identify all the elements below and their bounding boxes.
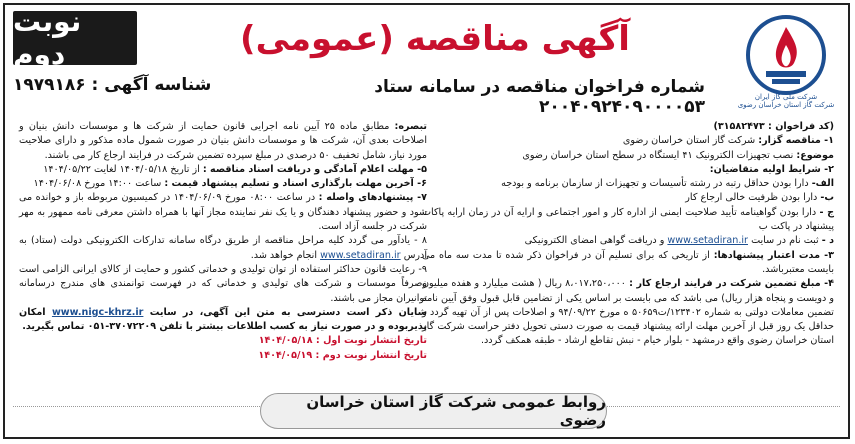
item-4-text: ۸،۰۱۷،۲۵۰،۰۰۰ ریال ( هشت میلیارد و هفده میلیون و دویست و پنجاه هزار ریال) می باشد که می بایست بر اساس یکی از تضامین قابل قبول وفق آیین نامه تضمین معاملات دولتی به شماره ۱۲۳۴۰۲/ت۵۰۶۵۹ ه مورخ ۹۴/۰۹/۲۲ و اصلاحات پس از آن تهیه گردد و حداقل یک روز قبل از آخرین مهلت ارائه پیشنهاد قیمت به صورت دستی تحویل دفتر حراست شرکت گاز استان خراسان رضوی واقع درمشهد - بلوار خیام - نبش تقاطع ارشاد - طبقه همکف گردد.	[422, 278, 834, 347]
item-5	[19, 163, 427, 177]
note-text: مطابق ماده ۲۵ آیین نامه اجرایی قانون حمایت از شرکت ها و موسسات دانش بنیان و اصلاحات بعدی آن، شرکت ها و موسسات دانش بنیان در صورت شمول ماده مذکور و دارای صلاحیت مورد نیاز، شامل تخفیف ۵۰ درصدی در مبلغ سپرده تضمین شرکت در فرایند ارجاع کار می باشند.	[19, 121, 427, 161]
be-text: دارا بودن ظرفیت خالی ارجاع کار	[685, 192, 818, 204]
dal-text-1: ثبت نام در سایت	[751, 235, 819, 247]
item-8	[19, 234, 427, 263]
subject	[422, 149, 834, 163]
tender-code: (کد فراخوان : ۳۱۵۸۲۴۷۳)	[713, 121, 834, 132]
left-column	[19, 120, 427, 363]
note	[19, 120, 427, 163]
logo-line-2: شرکت گاز استان خراسان رضوی	[737, 101, 835, 109]
item-5-label: ۵- مهلت اعلام آمادگی و دریافت اسناد مناقصه :	[202, 163, 427, 175]
subject-label: موضوع:	[796, 149, 834, 161]
item-6	[19, 177, 427, 191]
tender-notice	[3, 3, 850, 439]
right-column	[422, 120, 834, 349]
jim-label: ج -	[819, 206, 834, 218]
item-7-text: در ساعت ۰۸:۰۰ مورخ ۱۴۰۴/۰۶/۰۹ در کمیسیون مربوطه باز و خوانده می شود و حضور پیشنهاد دهندگان و یا یک نفر نماینده مجاز آنها با همراه داشتن معرفی نامه ممهور به مهر شرکت در جلسه آزاد است.	[19, 192, 427, 233]
be-label: ب-	[820, 192, 834, 204]
item-1	[422, 134, 834, 148]
condition-be	[422, 191, 834, 205]
contact-text-1: شایان ذکر است دسترسی به متن این آگهی، در سایت	[149, 306, 428, 318]
note-label: تبصره:	[394, 121, 427, 132]
condition-alef	[422, 177, 834, 191]
item-2-label: ۲- شرایط اولیه متقاضیان:	[709, 163, 834, 175]
item-3-label: ۳- مدت اعتبار پیشنهادها:	[713, 249, 834, 261]
nigc-link[interactable]: www.nigc-khrz.ir	[51, 306, 144, 318]
item-8-text-2: انجام خواهد شد.	[250, 249, 317, 261]
footer-banner: روابط عمومی شرکت گاز استان خراسان رضوی	[260, 393, 607, 429]
item-7	[19, 191, 427, 234]
round-badge: نوبت دوم	[13, 11, 137, 65]
publish-date-1: تاریخ انتشار نوبت اول : ۱۴۰۴/۰۵/۱۸	[258, 335, 427, 347]
setadiran-link[interactable]: www.setadiran.ir	[667, 235, 748, 247]
item-6-text: ساعت ۱۴:۰۰ مورخ ۱۴۰۴/۰۶/۰۸	[33, 178, 162, 190]
subject-text: نصب تجهیزات الکترونیک ۴۱ ایستگاه در سطح استان خراسان رضوی	[522, 149, 794, 161]
dal-text-2: و دریافت گواهی امضای الکترونیکی	[524, 235, 665, 247]
logo-line-1: شرکت ملی گاز ایران	[754, 93, 818, 101]
item-4-label: ۴- مبلغ تضمین شرکت در فرایند ارجاع کار :	[629, 278, 834, 290]
notice-subtitle: شماره فراخوان مناقصه در سامانه ستاد ۲۰۰۴۰۹۲۴۰۹۰۰۰۰۵۳	[374, 77, 705, 117]
gas-company-logo-icon	[744, 13, 828, 97]
notice-title: آگهی مناقصه (عمومی)	[240, 19, 630, 59]
item-1-text: شرکت گاز استان خراسان رضوی	[622, 135, 756, 147]
contact-text-2: امکان پذیربوده و در صورت نیاز به کسب اطلاعات بیشتر با تلفن ۳۷۰۷۲۲۰۹-۰۵۱ تماس بگیرید.	[19, 306, 427, 333]
item-5-text: از تاریخ ۱۴۰۴/۰۵/۱۸ لغایت ۱۴۰۴/۰۵/۲۲	[43, 163, 200, 175]
ad-id: شناسه آگهی : ۱۹۷۹۱۸۶	[13, 75, 212, 95]
publish-date-2: تاریخ انتشار نوبت دوم : ۱۴۰۴/۰۵/۱۹	[258, 349, 427, 361]
setadiran-link-2[interactable]: www.setadiran.ir	[320, 249, 401, 261]
item-1-label: ۱- مناقصه گزار:	[758, 135, 834, 147]
dal-label: د -	[821, 235, 834, 247]
item-4	[422, 277, 834, 348]
item-3-text: از تاریخی که برای تسلیم آن در فراخوان ذکر شده تا مدت سه ماه می بایست معتبرباشد.	[422, 249, 834, 275]
alef-text: دارا بودن حداقل رتبه در رشته تأسیسات و تجهیزات از سازمان برنامه و بودجه	[501, 178, 809, 190]
item-7-label: ۷- پیشنهادهای واصله :	[318, 192, 427, 204]
jim-text: دارا بودن گواهینامه تأیید صلاحیت ایمنی از اداره کار و امور اجتماعی و ارایه آن در زمان ارایه پاکات پیشنهاد در پاکت ب	[422, 206, 834, 233]
item-9: ۹- رعایت قانون حداکثر استفاده از توان تولیدی و خدماتی کشور و حمایت از کالای ایرانی الزامی است وصرفاً موسسات و شرکت های تولیدی و خدماتی که در فهرست توانمندی های مندرج درسامانه توانیران مجاز می باشند.	[19, 263, 427, 304]
item-3	[422, 249, 834, 278]
item-8-text-1: ۸ - یادآور می گردد کلیه مراحل مناقصه از طریق درگاه سامانه تدارکات الکترونیکی دولت (ستاد) به آدرس	[19, 235, 427, 261]
condition-jim	[422, 206, 834, 235]
item-6-label: ۶- آخرین مهلت بارگذاری اسناد و تسلیم پیشنهاد قیمت :	[164, 178, 427, 190]
logo-caption	[736, 93, 836, 109]
contact-info	[19, 306, 427, 335]
condition-dal	[422, 234, 834, 248]
alef-label: الف-	[811, 178, 834, 190]
